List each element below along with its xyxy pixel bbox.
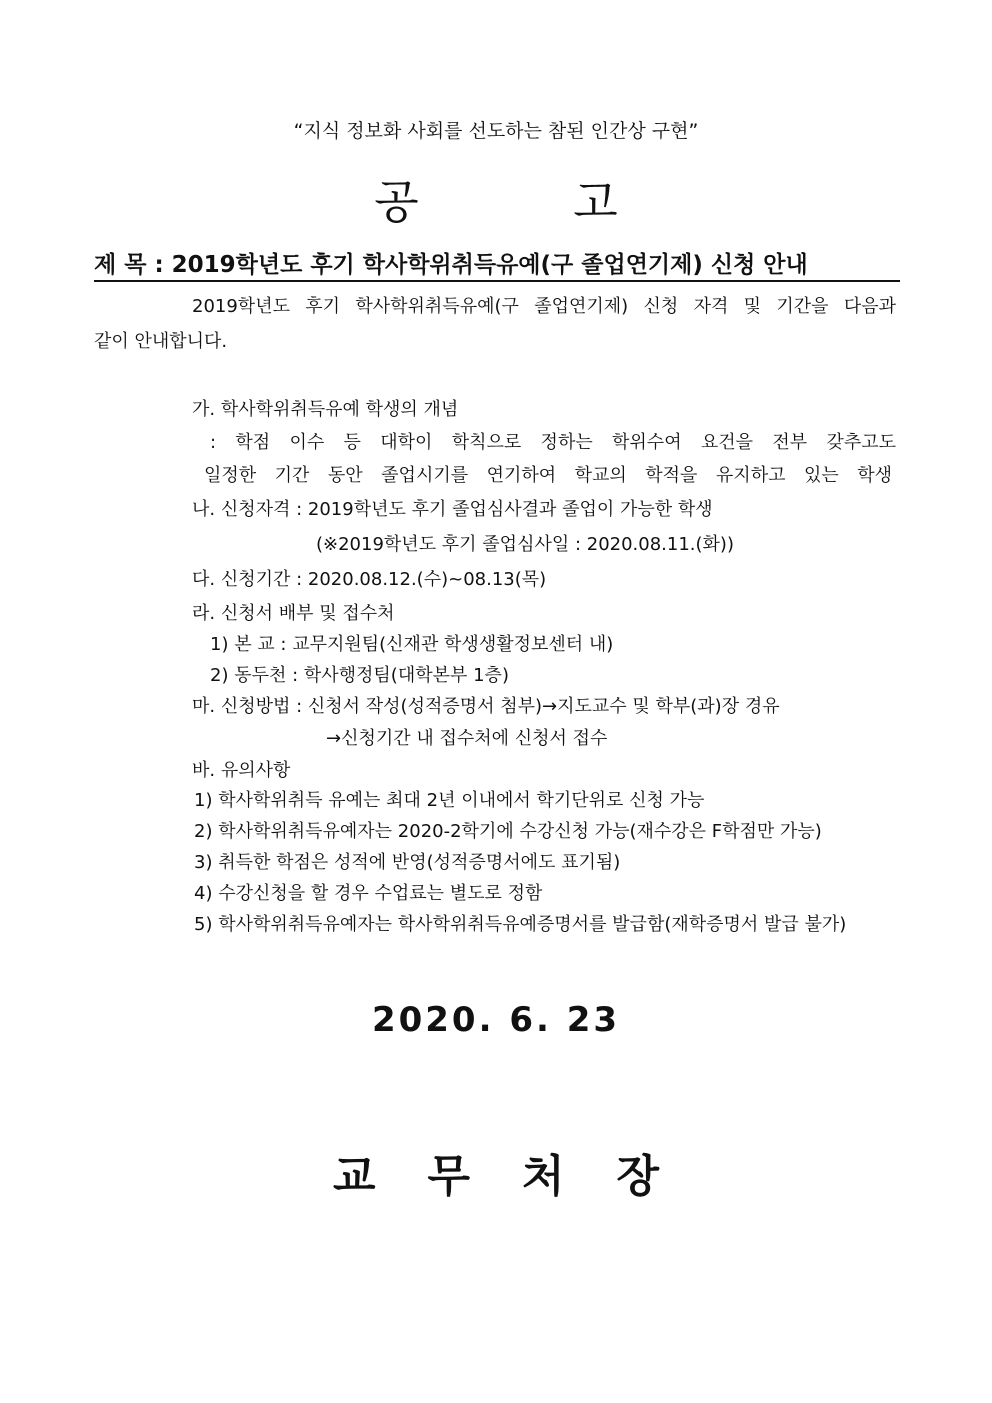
section-ra-item-2: 2) 동두천 : 학사행정팀(대학본부 1층) bbox=[210, 665, 509, 686]
intro-line-1: 2019학년도 후기 학사학위취득유예(구 졸업연기제) 신청 자격 및 기간을 다음과 bbox=[192, 296, 896, 317]
notice-heading: 공 고 bbox=[374, 175, 688, 229]
slogan: “지식 정보화 사회를 선도하는 참된 인간상 구현” bbox=[293, 120, 699, 142]
subject-underline bbox=[94, 280, 900, 282]
intro-line-2: 같이 안내합니다. bbox=[94, 331, 228, 352]
section-ba-item-1: 1) 학사학위취득 유예는 최대 2년 이내에서 학기단위로 신청 가능 bbox=[194, 790, 705, 811]
section-ma-title: 마. 신청방법 : 신청서 작성(성적증명서 첨부)→지도교수 및 학부(과)장 경유 bbox=[192, 696, 780, 717]
section-ba-title: 바. 유의사항 bbox=[192, 760, 291, 781]
notice-date: 2020. 6. 23 bbox=[371, 1000, 621, 1040]
section-ga-desc-1: : 학점 이수 등 대학이 학칙으로 정하는 학위수여 요건을 전부 갖추고도 bbox=[210, 432, 896, 453]
section-da-title: 다. 신청기간 : 2020.08.12.(수)~08.13(목) bbox=[192, 569, 547, 590]
section-na-note: (※2019학년도 후기 졸업심사일 : 2020.08.11.(화)) bbox=[316, 534, 734, 555]
section-ba-item-5: 5) 학사학위취득유예자는 학사학위취득유예증명서를 발급함(재학증명서 발급 불가) bbox=[194, 914, 847, 935]
section-ba-item-3: 3) 취득한 학점은 성적에 반영(성적증명서에도 표기됨) bbox=[194, 852, 621, 873]
section-ma-continuation: →신청기간 내 접수처에 신청서 접수 bbox=[326, 728, 608, 749]
section-ra-item-1: 1) 본 교 : 교무지원팀(신재관 학생생활정보센터 내) bbox=[210, 634, 614, 655]
notice-subject: 제 목 : 2019학년도 후기 학사학위취득유예(구 졸업연기제) 신청 안내 bbox=[94, 252, 808, 278]
section-ga-title: 가. 학사학위취득유예 학생의 개념 bbox=[192, 399, 459, 420]
section-ra-title: 라. 신청서 배부 및 접수처 bbox=[192, 603, 395, 624]
section-ba-item-2: 2) 학사학위취득유예자는 2020-2학기에 수강신청 가능(재수강은 F학점만 가능) bbox=[194, 821, 822, 842]
section-ga-desc-2: 일정한 기간 동안 졸업시기를 연기하여 학교의 학적을 유지하고 있는 학생 bbox=[204, 465, 892, 486]
section-ba-item-4: 4) 수강신청을 할 경우 수업료는 별도로 정함 bbox=[194, 883, 543, 904]
section-na-title: 나. 신청자격 : 2019학년도 후기 졸업심사결과 졸업이 가능한 학생 bbox=[192, 499, 713, 520]
signer: 교무처장 bbox=[332, 1151, 711, 1202]
